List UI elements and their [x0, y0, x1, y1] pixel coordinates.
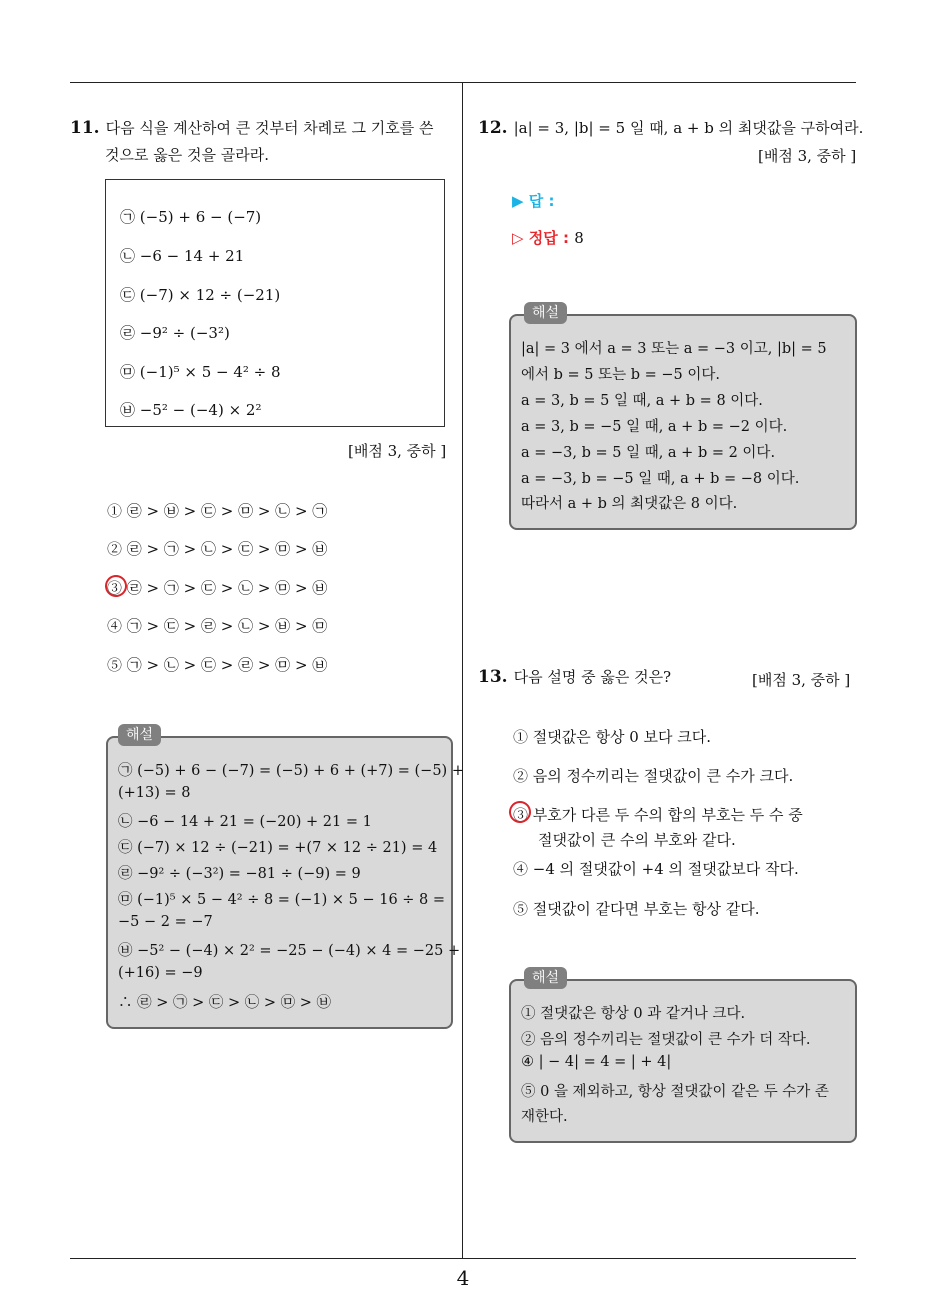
q13-solution-line: ⑤ 0 을 제외하고, 항상 절댓값이 같은 두 수가 존 [521, 1084, 829, 1100]
q12-solution-line: 따라서 a + b 의 최댓값은 8 이다. [521, 496, 738, 512]
q12-prompt [478, 118, 863, 138]
q12-text: |a| = 3, |b| = 5 일 때, a + b 의 최댓값을 구하여라. [513, 119, 864, 137]
q13-number: 13. [478, 667, 508, 687]
q12-correct-label: ▷ 정답 : [512, 229, 569, 247]
q13-choice-1[interactable]: ① 절댓값은 항상 0 보다 크다. [513, 728, 712, 746]
q13-choice-5[interactable]: ⑤ 절댓값이 같다면 부호는 항상 같다. [513, 900, 760, 918]
q11-expression: ㉤ (−1)⁵ × 5 − 4² ÷ 8 [120, 363, 281, 381]
q13-choice-4[interactable]: ④ −4 의 절댓값이 +4 의 절댓값보다 작다. [513, 860, 799, 878]
q13-solution-line: ④ | − 4| = 4 = | + 4| [521, 1054, 672, 1070]
q11-solution-line: (+16) = −9 [118, 965, 203, 981]
q13-choice-3[interactable]: ③ 부호가 다른 두 수의 합의 부호는 두 수 중 [513, 806, 803, 824]
q11-solution-line: ㉢ (−7) × 12 ÷ (−21) = +(7 × 12 ÷ 21) = 4 [118, 840, 438, 856]
page-number: 4 [456, 1266, 470, 1290]
q12-solution-box [509, 314, 857, 530]
q11-choice-3[interactable]: ③ ㉣ > ㉠ > ㉢ > ㉡ > ㉤ > ㉥ [107, 579, 328, 597]
q11-prompt-line2: 것으로 옳은 것을 골라라. [105, 146, 269, 164]
q12-solution-line: |a| = 3 에서 a = 3 또는 a = −3 이고, |b| = 5 [521, 341, 827, 357]
q12-solution-line: a = 3, b = −5 일 때, a + b = −2 이다. [521, 419, 788, 435]
q11-solution-line: ㉤ (−1)⁵ × 5 − 4² ÷ 8 = (−1) × 5 − 16 ÷ 8 = [118, 892, 446, 908]
q12-solution-line: a = −3, b = 5 일 때, a + b = 2 이다. [521, 445, 776, 461]
q12-correct-value: 8 [574, 229, 584, 247]
q11-solution-line: −5 − 2 = −7 [118, 914, 213, 930]
q11-prompt-line1 [70, 118, 434, 138]
q12-points: [배점 3, 중하 ] [758, 147, 857, 165]
q13-solution-tag: 해설 [524, 967, 567, 989]
q11-expression-box [105, 179, 445, 427]
q11-choice-2[interactable]: ② ㉣ > ㉠ > ㉡ > ㉢ > ㉤ > ㉥ [107, 540, 328, 558]
q11-expression: ㉡ −6 − 14 + 21 [120, 247, 245, 265]
q11-solution-line: ㉥ −5² − (−4) × 2² = −25 − (−4) × 4 = −25 + [118, 943, 461, 959]
q12-solution-line: 에서 b = 5 또는 b = −5 이다. [521, 367, 720, 383]
top-rule [70, 82, 856, 83]
column-divider [462, 83, 463, 1258]
q11-expression: ㉢ (−7) × 12 ÷ (−21) [120, 286, 281, 304]
q11-number: 11. [70, 118, 100, 138]
q11-expression: ㉥ −5² − (−4) × 2² [120, 401, 262, 419]
q11-solution-line: ㉡ −6 − 14 + 21 = (−20) + 21 = 1 [118, 814, 372, 830]
q11-solution-line: ㉠ (−5) + 6 − (−7) = (−5) + 6 + (+7) = (−5) + [118, 763, 464, 779]
q12-correct-answer [512, 227, 584, 248]
q11-choice-4[interactable]: ④ ㉠ > ㉢ > ㉣ > ㉡ > ㉥ > ㉤ [107, 617, 328, 635]
q12-answer-field[interactable]: ▶ 답 : [512, 192, 555, 210]
q13-solution-box [509, 979, 857, 1143]
q11-solution-box [106, 736, 464, 1029]
q13-prompt [478, 667, 671, 687]
q12-number: 12. [478, 118, 508, 138]
q12-solution-tag: 해설 [524, 302, 567, 324]
q13-choice-2[interactable]: ② 음의 정수끼리는 절댓값이 큰 수가 크다. [513, 767, 794, 785]
q13-text: 다음 설명 중 옳은 것은? [513, 668, 672, 686]
q13-points: [배점 3, 중하 ] [752, 671, 851, 689]
q11-solution-line: ㉣ −9² ÷ (−3²) = −81 ÷ (−9) = 9 [118, 866, 361, 882]
q12-solution-line: a = −3, b = −5 일 때, a + b = −8 이다. [521, 471, 800, 487]
q11-solution-line: ∴ ㉣ > ㉠ > ㉢ > ㉡ > ㉤ > ㉥ [118, 995, 331, 1011]
q11-choice-1[interactable]: ① ㉣ > ㉥ > ㉢ > ㉤ > ㉡ > ㉠ [107, 502, 328, 520]
q11-text-1: 다음 식을 계산하여 큰 것부터 차례로 그 기호를 쓴 [105, 119, 434, 137]
q13-solution-line: 재한다. [521, 1109, 568, 1125]
q11-points: [배점 3, 중하 ] [348, 442, 447, 460]
q12-solution-line: a = 3, b = 5 일 때, a + b = 8 이다. [521, 393, 763, 409]
q13-solution-line: ② 음의 정수끼리는 절댓값이 큰 수가 더 작다. [521, 1032, 811, 1048]
q13-choice-3-continued[interactable]: 절댓값이 큰 수의 부호와 같다. [538, 831, 736, 849]
q11-solution-tag: 해설 [118, 724, 161, 746]
bottom-rule [70, 1258, 856, 1259]
q11-choice-5[interactable]: ⑤ ㉠ > ㉡ > ㉢ > ㉣ > ㉤ > ㉥ [107, 656, 328, 674]
q11-expression: ㉠ (−5) + 6 − (−7) [120, 208, 262, 226]
q11-expression: ㉣ −9² ÷ (−3²) [120, 324, 230, 342]
q11-solution-line: (+13) = 8 [118, 785, 191, 801]
q13-solution-line: ① 절댓값은 항상 0 과 같거나 크다. [521, 1006, 746, 1022]
